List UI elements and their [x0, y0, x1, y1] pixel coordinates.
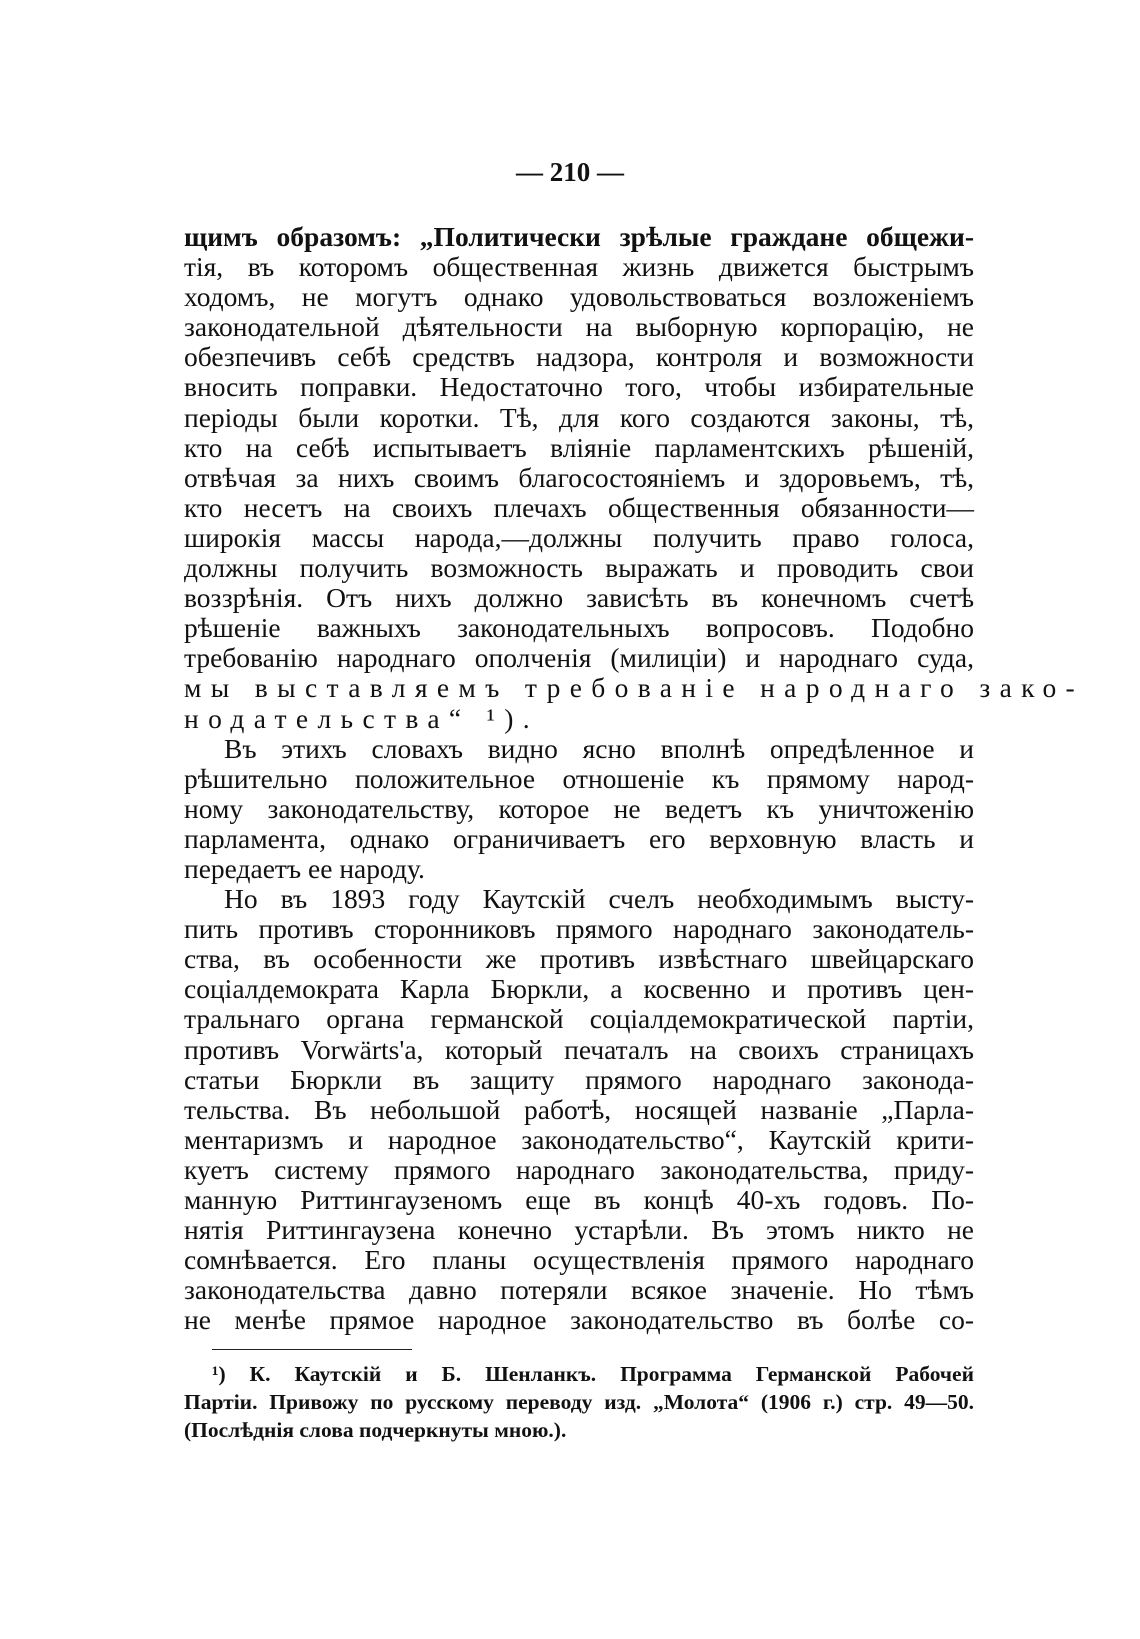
- text-line: нятія Риттингаузена конечно устарѣли. Въ этомъ никто не: [184, 1214, 974, 1246]
- paragraph-start: Въ этихъ словахъ видно ясно вполнѣ опредѣленное и: [224, 732, 974, 764]
- footnote-line: (Послѣднія слова подчеркнуты мною.).: [184, 1418, 567, 1442]
- text-line: отвѣчая за нихъ своимъ благосостояніемъ и здоровьемъ, тѣ,: [184, 461, 974, 493]
- text-line: сомнѣвается. Его планы осуществленія прямого народнаго: [184, 1244, 974, 1276]
- text-line: ходомъ, не могутъ однако удовольствоваться возложеніемъ: [184, 281, 974, 313]
- text-line: кто несетъ на своихъ плечахъ общественныя обязанности—: [184, 491, 974, 523]
- text-line: не менѣе прямое народное законодательство въ болѣе со-: [184, 1304, 974, 1336]
- footnote-line: Партіи. Привожу по русскому переводу изд. „Молота“ (1906 г.) стр. 49—50.: [184, 1390, 974, 1414]
- footnote-divider: [212, 1349, 412, 1350]
- page-number: — 210 —: [516, 157, 624, 187]
- text-line: манную Риттингаузеномъ еще въ концѣ 40-хъ годовъ. По-: [184, 1184, 974, 1215]
- text-line: статьи Бюркли въ защиту прямого народнаго законода-: [184, 1063, 974, 1095]
- footnotes: [184, 1360, 974, 1444]
- text-line: рѣшеніе важныхъ законодательныхъ вопросовъ. Подобно: [184, 612, 974, 644]
- text-line: щимъ образомъ: „Политически зрѣлые граждане общежи-: [184, 221, 974, 252]
- text-line: соціалдемократа Карла Бюркли, а косвенно и противъ цен-: [184, 973, 974, 1005]
- text-line: должны получить возможность выражать и проводить свои: [184, 552, 974, 584]
- footnote-line: ¹) К. Каутскій и Б. Шенланкъ. Программа Германской Рабочей: [212, 1362, 974, 1386]
- text-line: законодательства давно потеряли всякое значеніе. Но тѣмъ: [184, 1274, 974, 1306]
- text-line: широкія массы народа,—должны получить право голоса,: [184, 521, 974, 553]
- text-line: ному законодательству, которое не ведетъ къ уничтоженію: [184, 792, 974, 824]
- text-line: ства, въ особенности же противъ извѣстнаго швейцарскаго: [184, 943, 974, 975]
- text-line: законодательной дѣятельности на выборную корпорацію, не: [184, 311, 974, 343]
- text-line: рѣшительно положительное отношеніе къ прямому народ-: [184, 762, 974, 794]
- text-line: требованію народнаго ополченія (милиціи) и народнаго суда,: [184, 642, 974, 674]
- text-line-emphasized: нодательства“ ¹).: [184, 702, 540, 734]
- text-line: ментаризмъ и народное законодательство“, Каутскій крити-: [184, 1123, 974, 1155]
- text-line: пить противъ сторонниковъ прямого народнаго законодатель-: [184, 913, 974, 945]
- paragraph-start: Но въ 1893 году Каутскій счелъ необходимымъ высту-: [224, 883, 974, 915]
- text-line: тія, въ которомъ общественная жизнь движется быстрымъ: [184, 251, 974, 283]
- text-line: воззрѣнія. Отъ нихъ должно зависѣть въ конечномъ счетѣ: [184, 582, 974, 614]
- text-line-emphasized: мы выставляемъ требованіе народнаго зако-: [184, 672, 1085, 704]
- text-line: вносить поправки. Недостаточно того, чтобы избирательные: [184, 371, 974, 403]
- text-line: куетъ систему прямого народнаго законодательства, приду-: [184, 1153, 974, 1185]
- text-line: кто на себѣ испытываетъ вліяніе парламентскихъ рѣшеній,: [184, 431, 974, 463]
- text-line: тельства. Въ небольшой работѣ, носящей названіе „Парла-: [184, 1093, 974, 1125]
- text-line: тральнаго органа германской соціалдемократической партіи,: [184, 1003, 974, 1035]
- text-line: передаетъ ее народу.: [184, 852, 425, 884]
- text-line: обезпечивъ себѣ средствъ надзора, контроля и возможности: [184, 341, 974, 373]
- text-line: парламента, однако ограничиваетъ его верховную власть и: [184, 822, 974, 854]
- text-line: противъ Vorwärts'a, который печаталъ на своихъ страницахъ: [184, 1033, 974, 1065]
- body-text: [184, 221, 1085, 1336]
- text-line: періоды были коротки. Тѣ, для кого создаются законы, тѣ,: [184, 401, 974, 433]
